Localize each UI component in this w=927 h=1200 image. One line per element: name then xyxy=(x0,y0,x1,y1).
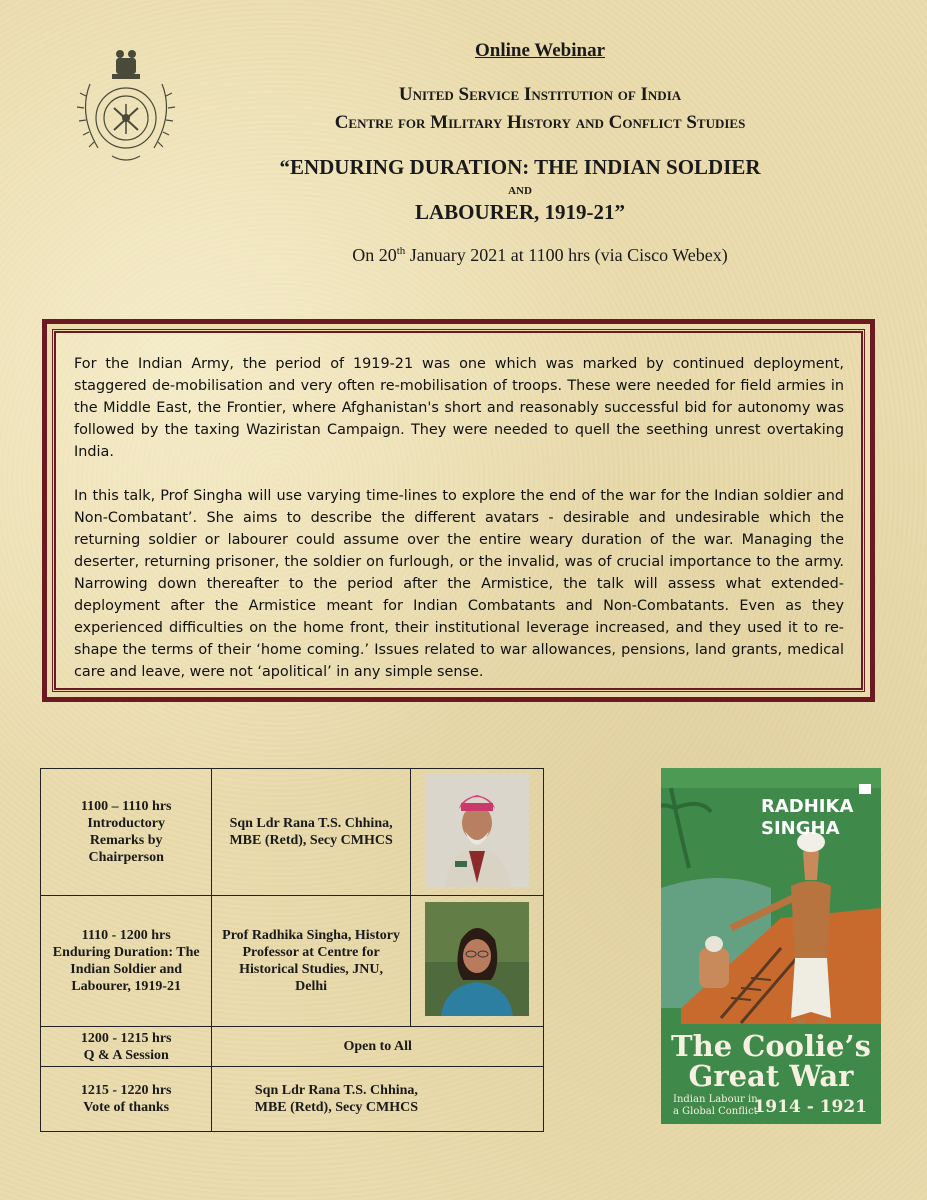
book-title-line2: Great War xyxy=(688,1059,854,1093)
row1-speaker-cell xyxy=(212,769,410,896)
book-cover-image xyxy=(661,768,881,1124)
row1-speaker: Sqn Ldr Rana T.S. Chhina, MBE (Retd), Secy CMHCS xyxy=(229,816,393,848)
talk-title-line1: “ENDURING DURATION: THE INDIAN SOLDIER xyxy=(279,155,761,179)
table-row xyxy=(41,1067,544,1132)
speaker-photo xyxy=(425,902,529,1016)
programme-table xyxy=(40,768,544,1132)
webinar-label: Online Webinar xyxy=(474,40,606,61)
row4-time-cell xyxy=(41,1067,212,1132)
book-years: 1914 - 1921 xyxy=(753,1097,867,1117)
row3-time-cell xyxy=(41,1027,212,1067)
row2-session: Enduring Duration: The Indian Soldier and Labourer, 1919-21 xyxy=(52,945,200,994)
row1-photo-cell xyxy=(410,769,543,896)
date-line xyxy=(200,245,880,266)
abstract-paragraph-1: For the Indian Army, the period of 1919-21 was one which was marked by continued deployment, staggered de-mobilisation and very often re-mobilisation of troops. These were needed for field armies in the Middle East, the Frontier, where Afghanistan's short and reasonably successful bid for autonomy was followed by the taxing Waziristan Campaign. They were needed to quell the seething unrest overtaking India. xyxy=(74,356,844,460)
table-row xyxy=(41,896,544,1027)
row3-speaker: Open to All xyxy=(343,1039,412,1054)
book-subtitle-line1: Indian Labour in xyxy=(673,1094,758,1105)
abstract-frame xyxy=(42,319,875,702)
row2-speaker-cell xyxy=(212,896,410,1027)
institution-name: United Service Institution of India xyxy=(398,84,682,105)
date-rest: January 2021 at 1100 hrs (via Cisco Webex) xyxy=(405,245,728,265)
row2-time: 1110 - 1200 hrs xyxy=(81,928,171,943)
abstract-paragraph-2: In this talk, Prof Singha will use varying time-lines to explore the end of the war for the Indian soldier and Non-Combatant’. She aims to describe the different avatars - desirable and undesirable which the returning soldier or labourer could assume over the entire weary duration of the war. Managing the deserter, returning prisoner, the soldier on furlough, or the invalid, was of crucial importance to the army. Narrowing down thereafter to the period after the Armistice, the talk will assess what extended-deployment after the Armistice meant for Indian Combatants and Non-Combatants. Even as they experienced difficulties on the home front, their institutional leverage increased, and they used it to re-shape the terms of their ‘home coming.’ Issues related to war allowances, pensions, land grants, medical care and leave, were not ‘apolitical’ in any simple sense. xyxy=(74,488,844,680)
row2-speaker: Prof Radhika Singha, History Professor at Centre for Historical Studies, JNU, Delhi xyxy=(222,928,401,994)
row4-time: 1215 - 1220 hrs xyxy=(80,1083,172,1098)
row4-speaker-cell xyxy=(212,1067,544,1132)
row1-session: Introductory Remarks by Chairperson xyxy=(87,816,165,865)
row1-time-cell xyxy=(41,769,212,896)
talk-title-and: AND xyxy=(508,185,532,197)
book-author-first: RADHIKA xyxy=(761,796,854,817)
book-author-last: SINGHA xyxy=(761,818,840,839)
book-title-line1: The Coolie’s xyxy=(671,1029,871,1063)
row2-time-cell xyxy=(41,896,212,1027)
row4-session: Vote of thanks xyxy=(83,1100,170,1115)
row3-time: 1200 - 1215 hrs xyxy=(80,1030,172,1046)
row2-photo-cell xyxy=(410,896,543,1027)
row3-session: Q & A Session xyxy=(83,1047,169,1063)
chairperson-photo xyxy=(425,773,529,887)
row1-time: 1100 – 1110 hrs xyxy=(80,799,172,814)
table-row xyxy=(41,1027,544,1067)
date-prefix: On 20 xyxy=(352,245,397,265)
usi-emblem-logo xyxy=(76,44,176,168)
table-row xyxy=(41,769,544,896)
book-subtitle-line2: a Global Conflict xyxy=(673,1106,758,1117)
centre-name: Centre for Military History and Conflict Studies xyxy=(334,112,746,133)
talk-title-line2: LABOURER, 1919-21” xyxy=(414,200,625,224)
row4-speaker: Sqn Ldr Rana T.S. Chhina, MBE (Retd), Secy CMHCS xyxy=(254,1083,419,1115)
row3-speaker-cell xyxy=(212,1027,544,1067)
date-suffix: th xyxy=(396,245,406,257)
